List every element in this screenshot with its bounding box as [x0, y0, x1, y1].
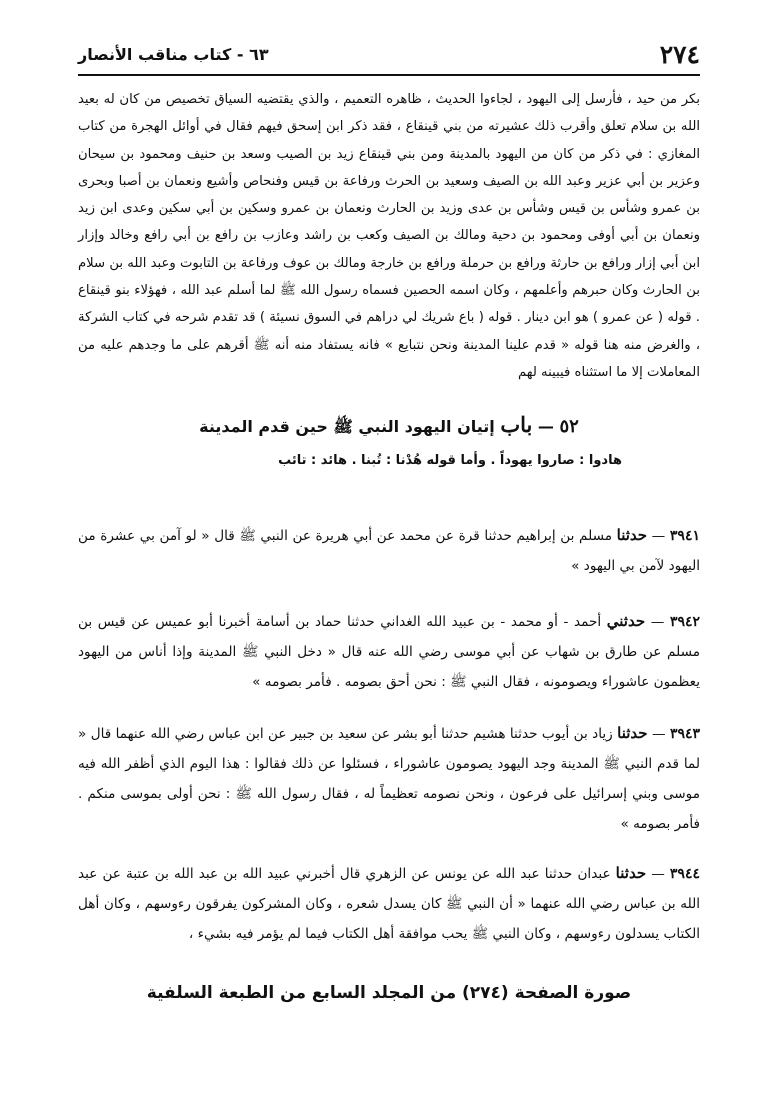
hadith-opening: حدثنا: [616, 526, 648, 544]
hadith-text: أحمد - أو محمد - بن عبيد الله الغداني حدثنا حماد بن أسامة أخبرنا أبو عميس عن قيس بن مسلم عن طارق بن شهاب عن أبي موسى رضي الله عنه قال « دخل النبي ﷺ المدينة وإذا أناس من اليهود يعظمون عاشوراء ويصومونه ، فقال النبي ﷺ : نحن أحق بصومه . فأمر بصومه »: [78, 614, 700, 690]
hadith-opening: حدثنا: [615, 864, 647, 882]
chapter-heading: [78, 410, 700, 442]
hadith-entry: [78, 606, 700, 697]
book-page: [78, 38, 701, 1003]
page-header: [78, 38, 700, 74]
chapter-dash: —: [532, 417, 554, 436]
hadith-opening: حدثنا: [617, 724, 648, 742]
chapter-title: إتيان اليهود النبي ﷺ حين قدم المدينة: [199, 417, 495, 436]
chapter-number: ٥٢: [559, 416, 579, 437]
page-caption: صورة الصفحة (٢٧٤) من المجلد السابع من الطبعة السلفية: [146, 983, 632, 1003]
running-title: ٦٣ - كتاب مناقب الأنصار: [78, 45, 269, 64]
hadith-entry: [78, 858, 700, 949]
hadith-text: مسلم بن إبراهيم حدثنا قرة عن محمد عن أبي هريرة عن النبي ﷺ قال « لو آمن بي عشرة من اليهود لآمن بي اليهود »: [78, 528, 700, 574]
hadith-number: ٣٩٤١: [669, 528, 700, 544]
commentary-block: [78, 86, 700, 386]
hadith-number: ٣٩٤٢: [669, 614, 701, 630]
chapter-bab-word: باب: [500, 412, 533, 437]
hadith-entry: [78, 718, 700, 839]
hadith-text: عبدان حدثنا عبد الله عن يونس عن الزهري قال أخبرني عبيد الله بن عبد الله بن عتبة عن عبد الله بن عباس رضي الله عنهما « أن النبي ﷺ كان يسدل شعره ، وكان المشركون يفرقون رءوسهم ، وكان أهل الكتاب يسدلون رءوسهم ، وكان النبي ﷺ يحب موافقة أهل الكتاب فيما لم يؤمر فيه بشيء ،: [78, 866, 700, 942]
page-number: ٢٧٤: [659, 40, 700, 69]
commentary-paragraph: بكر من حيد ، فأرسل إلى اليهود ، لجاءوا الحديث ، ظاهره التعميم ، والذي يقتضيه السياق تخصيص من كان له بعيد الله بن سلام تعلق وأقرب ذلك عشيرته من بني قينقاع ، فقد ذكر ابن إسحق فيهم فقال في أوائل الهجرة من كتاب المغازي : في ذكر من كان من اليهود بالمدينة ومن بني قينقاع زيد بن الصيب وسعد بن حنيف ومحمود بن سيحان وعزير بن أبي عزير وعبد الله بن الصيف وسعيد بن الحرث ورفاعة بن قيس وفنحاص وأشيع ونعمان بن أصبا وبحرى بن عمرو وشأس بن قيس وشأس بن عدى وزيد بن الحارث ونعمان بن عمرو وسكين بن أبي سكين وعدى ابن زيد ونعمان بن أبي أوفى ومحمود بن دحية ومالك بن الصيف وكعب بن راشد وعازب بن رافع بن أبي رافع وخالد وإزار ابن أبي إزار ورافع بن حارثة ورافع بن حرملة ورافع بن خارجة ومالك بن عوف ورفاعة بن التابوت وعبد الله بن سلام بن الحارث وكان حبرهم وأعلمهم ، وكان اسمه الحصين فسماه رسول الله ﷺ لما أسلم عبد الله ، فهؤلاء بنو قينقاع . قوله ( عن عمرو ) هو ابن دينار . قوله ( باع شريك لي دراهم في السوق نسيئة ) قد تقدم شرحه في كتاب الشركة ، والغرض منه هنا قوله « قدم علينا المدينة ونحن نتبايع » فانه يستفاد منه أنه ﷺ أقرهم على ما وجدهم عليه من المعاملات إلا ما استثناه فيبينه لهم: [78, 92, 700, 380]
header-divider: [78, 74, 700, 76]
hadith-entry: [78, 520, 700, 581]
chapter-gloss: هادوا : صاروا يهوداً . وأما قوله هُدْنا : تُبنا . هائد : تائب: [278, 453, 622, 468]
hadith-dash: —: [646, 866, 665, 882]
hadith-dash: —: [647, 528, 666, 544]
hadith-dash: —: [645, 614, 665, 630]
hadith-number: ٣٩٤٤: [669, 866, 700, 882]
hadith-text: زياد بن أيوب حدثنا هشيم حدثنا أبو بشر عن سعيد بن جبير عن ابن عباس رضي الله عنهما قال « لما قدم النبي ﷺ المدينة وجد اليهود يصومون عاشوراء ، فسئلوا عن ذلك فقالوا : هذا اليوم الذي أظفر الله فيه موسى وبني إسرائيل على فرعون ، ونحن نصومه تعظيماً له ، فقال رسول الله ﷺ : نحن أولى بموسى منكم . فأمر بصومه »: [78, 726, 700, 832]
hadith-dash: —: [647, 726, 666, 742]
hadith-opening: حدثني: [606, 612, 646, 630]
hadith-number: ٣٩٤٣: [669, 726, 701, 742]
